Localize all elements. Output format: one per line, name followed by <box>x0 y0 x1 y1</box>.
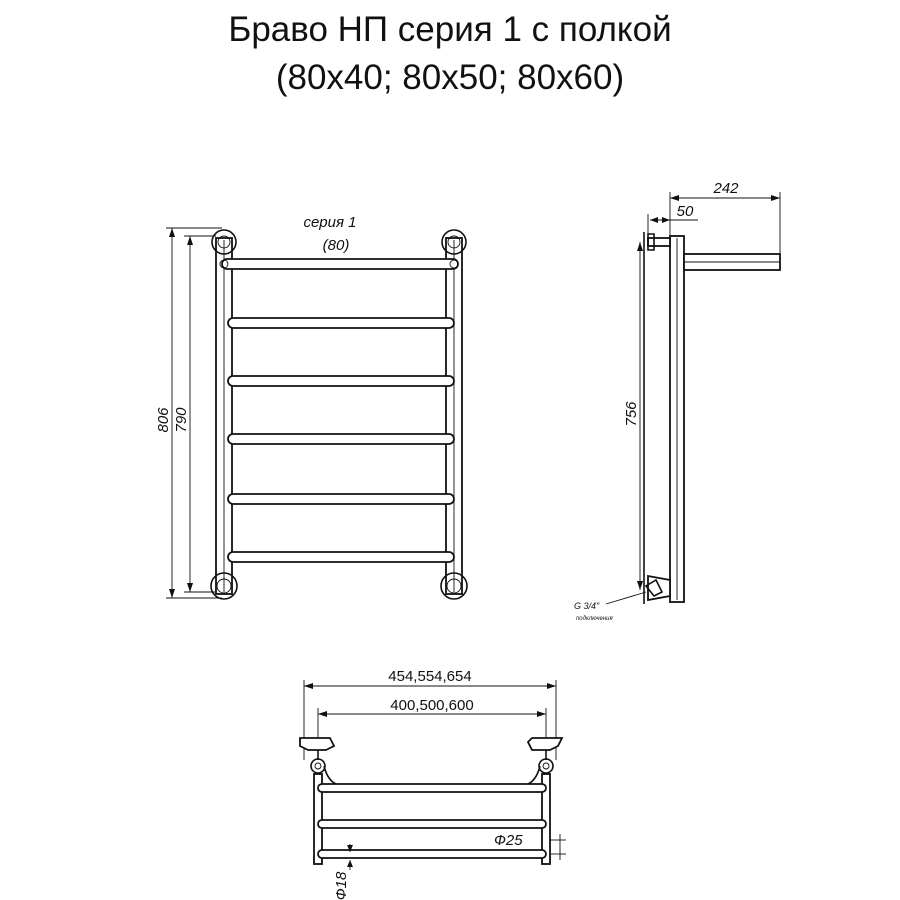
top-view <box>300 668 566 900</box>
side-view <box>574 180 780 622</box>
plan-rail <box>318 850 546 858</box>
dim-790-label: 790 <box>173 407 190 433</box>
dim-rail-label: Ф18 <box>333 871 350 900</box>
side-top-bracket <box>648 238 670 246</box>
series-label: серия 1 <box>303 214 357 231</box>
dim-overall-label: 454,554,654 <box>388 668 472 685</box>
dim-centers-label: 400,500,600 <box>390 697 474 714</box>
rung <box>228 376 454 386</box>
dim-806-label: 806 <box>155 407 172 433</box>
dim-756 <box>623 242 643 590</box>
thread-label: G 3/4" <box>574 601 600 611</box>
front-view <box>155 214 467 599</box>
dim-756-label: 756 <box>623 401 640 427</box>
top-shelf-rail <box>222 259 458 269</box>
rung <box>228 434 454 444</box>
top-right-bracket <box>528 738 562 773</box>
rung <box>228 318 454 328</box>
dim-pipe-label: Ф25 <box>494 832 523 849</box>
connection-label: подключения <box>576 616 613 622</box>
diagram-subtitle: (80х40; 80х50; 80х60) <box>275 58 625 97</box>
side-bottom-connection <box>648 576 670 600</box>
dim-50-label: 50 <box>676 203 694 220</box>
dim-centers <box>318 697 546 750</box>
diagram-title: Браво НП серия 1 с полкой <box>228 10 672 49</box>
top-left-bracket <box>300 738 334 773</box>
dim-50 <box>648 203 698 234</box>
dim-242-label: 242 <box>713 180 739 197</box>
rung <box>228 552 454 562</box>
series-sub-label: (80) <box>322 237 350 254</box>
plan-rail <box>318 784 546 792</box>
dim-790 <box>173 236 216 592</box>
plan-rail <box>318 820 546 828</box>
rung <box>228 494 454 504</box>
